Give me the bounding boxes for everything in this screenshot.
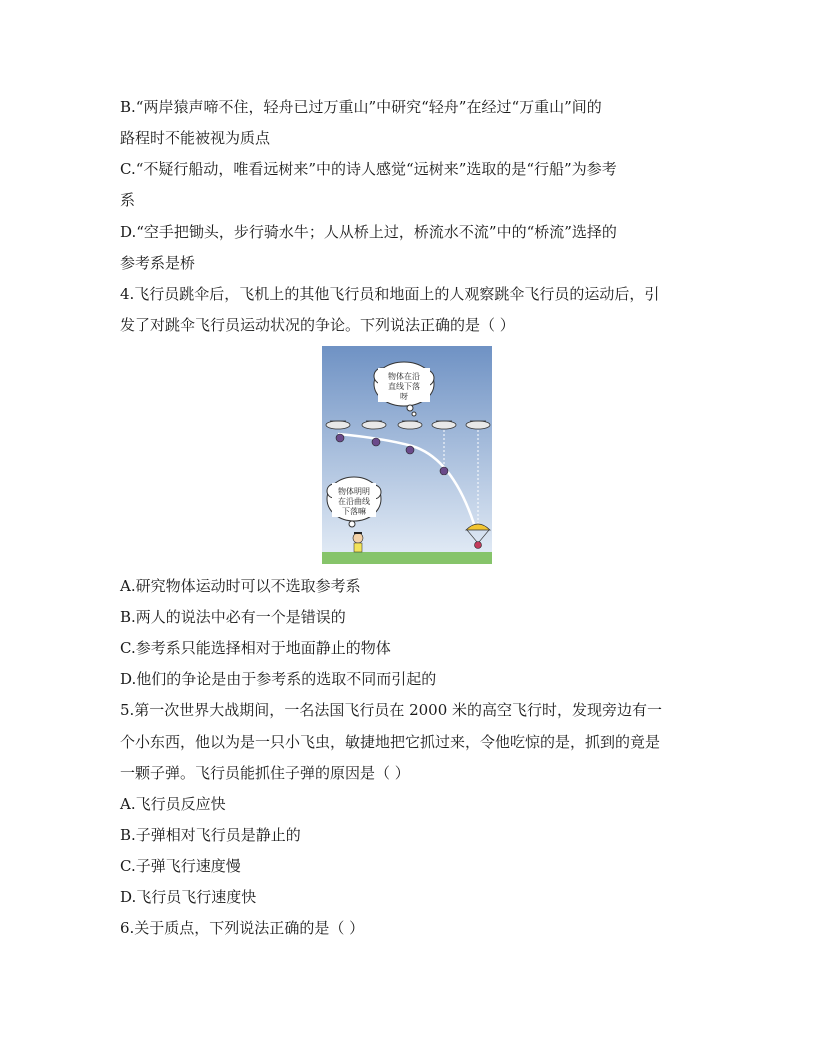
q4-option-b: B.两人的说法中必有一个是错误的 [120, 608, 346, 626]
q5-option-c: C.子弹飞行速度慢 [120, 857, 241, 875]
bubble-bottom-text-1: 物体明明 [338, 487, 370, 496]
airplane-icon [466, 421, 490, 429]
q3-option-d-line2: 参考系是桥 [120, 254, 196, 272]
airplane-icon [362, 421, 386, 429]
q5-stem-line2: 个小东西，他以为是一只小飞虫，敏捷地把它抓过来，令他吃惊的是，抓到的竟是 [120, 733, 661, 751]
q4-option-c: C.参考系只能选择相对于地面静止的物体 [120, 639, 391, 657]
bubble-top-text-1: 物体在沿 [388, 372, 420, 381]
jumper-icon [406, 446, 414, 454]
q4-stem-line1: 4.飞行员跳伞后，飞机上的其他飞行员和地面上的人观察跳伞飞行员的运动后，引 [120, 285, 660, 303]
q4-option-a: A.研究物体运动时可以不选取参考系 [120, 577, 361, 595]
q4-illustration [322, 346, 492, 564]
q3-option-b-line2: 路程时不能被视为质点 [120, 129, 271, 147]
airplane-icon [398, 421, 422, 429]
grass-strip [322, 552, 492, 564]
bubble-bottom-text-3: 下落嘛 [342, 507, 366, 516]
jumper-icon [336, 434, 344, 442]
q4-option-d: D.他们的争论是由于参考系的选取不同而引起的 [120, 670, 437, 688]
parachute-scene [322, 346, 492, 564]
airplane-icon [326, 421, 350, 429]
q3-option-c-line2: 系 [120, 191, 136, 209]
q5-option-d: D.飞行员飞行速度快 [120, 888, 257, 906]
bubble-bottom-text-2: 在沿曲线 [338, 497, 370, 506]
jumper-icon [372, 438, 380, 446]
jumper-icon [440, 467, 448, 475]
q5-option-b: B.子弹相对飞行员是静止的 [120, 826, 301, 844]
airplane-icon [432, 421, 456, 429]
bubble-top-text-2: 直线下落 [388, 382, 420, 391]
q5-option-a: A.飞行员反应快 [120, 795, 226, 813]
q3-option-d-line1: D.“空手把锄头，步行骑水牛；人从桥上过，桥流水不流”中的“桥流”选择的 [120, 223, 617, 241]
q5-stem-line3: 一颗子弹。飞行员能抓住子弹的原因是（ ） [120, 764, 410, 782]
q4-stem-line2: 发了对跳伞飞行员运动状况的争论。下列说法正确的是（ ） [120, 316, 515, 334]
q5-stem-line1: 5.第一次世界大战期间，一名法国飞行员在 2000 米的高空飞行时，发现旁边有一 [120, 701, 663, 719]
q3-option-c-line1: C.“不疑行船动，唯看远树来”中的诗人感觉“远树来”选取的是“行船”为参考 [120, 160, 617, 178]
q3-option-b-line1: B.“两岸猿声啼不住，轻舟已过万重山”中研究“轻舟”在经过“万重山”间的 [120, 98, 602, 116]
bubble-top-text-3: 呀 [400, 392, 408, 401]
q6-stem: 6.关于质点，下列说法正确的是（ ） [120, 919, 365, 937]
